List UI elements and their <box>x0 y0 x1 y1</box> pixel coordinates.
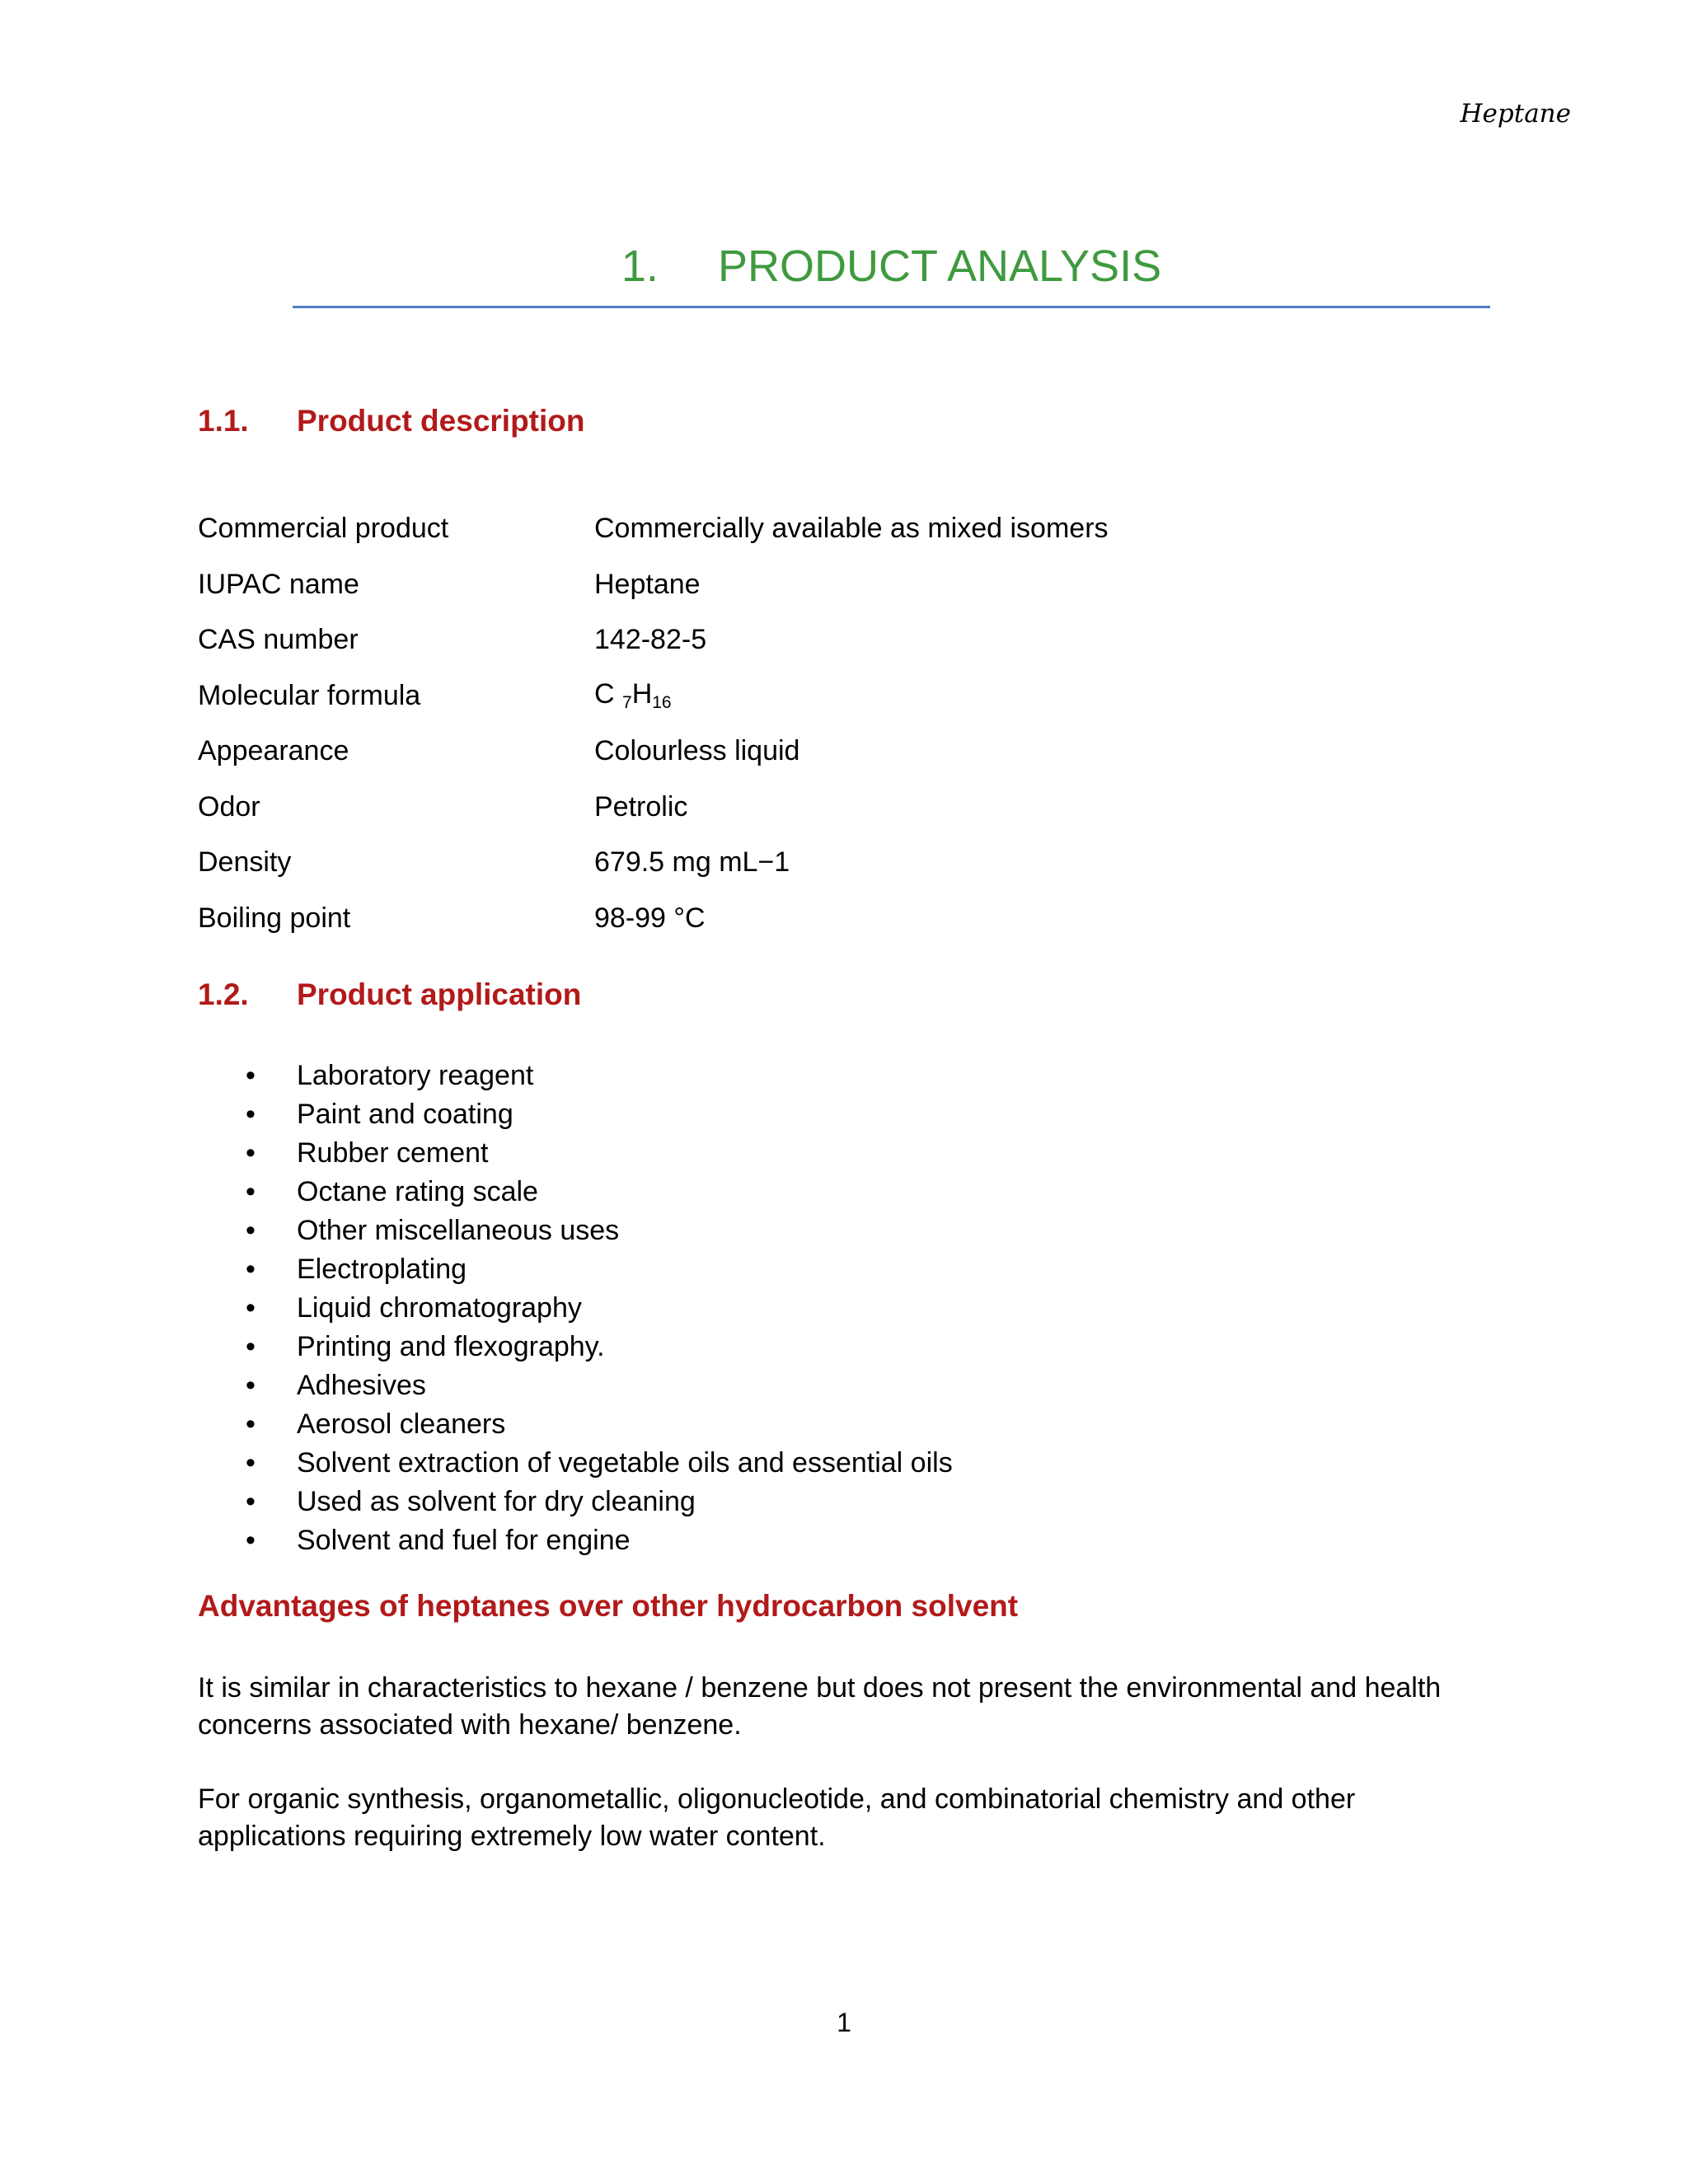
list-item-text: Rubber cement <box>297 1137 489 1169</box>
property-row <box>198 668 1434 724</box>
formula-carbon: C <box>594 678 622 710</box>
section-number: 1.2. <box>198 977 249 1011</box>
property-row <box>198 612 1434 668</box>
section-title: Product description <box>297 404 585 438</box>
section-title: Product application <box>297 977 582 1011</box>
property-label: Molecular formula <box>198 679 421 711</box>
list-item-text: Solvent extraction of vegetable oils and essential oils <box>297 1447 953 1479</box>
property-row <box>198 724 1434 780</box>
list-item <box>198 1250 953 1289</box>
advantages-heading: Advantages of heptanes over other hydrocarbon solvent <box>198 1589 1019 1623</box>
list-item <box>198 1095 953 1134</box>
property-value: Commercially available as mixed isomers <box>594 513 1109 545</box>
bullet-icon: • <box>246 1486 256 1517</box>
list-item-text: Laboratory reagent <box>297 1060 534 1091</box>
list-item <box>198 1289 953 1328</box>
property-row <box>198 501 1434 557</box>
chapter-underline <box>293 306 1490 308</box>
property-value: 142-82-5 <box>594 624 707 656</box>
page-number: 1 <box>837 2008 851 2037</box>
bullet-icon: • <box>246 1060 256 1091</box>
bullet-icon: • <box>246 1099 256 1130</box>
list-item-text: Octane rating scale <box>297 1176 538 1207</box>
bullet-icon: • <box>246 1215 256 1246</box>
property-value: Colourless liquid <box>594 735 800 767</box>
property-label: Appearance <box>198 735 349 767</box>
list-item <box>198 1521 953 1560</box>
list-item-text: Aerosol cleaners <box>297 1408 506 1440</box>
list-item-text: Printing and flexography. <box>297 1331 605 1362</box>
property-row <box>198 891 1434 947</box>
list-item <box>198 1483 953 1521</box>
chapter-title: PRODUCT ANALYSIS <box>717 241 1162 291</box>
property-value: 679.5 mg mL−1 <box>594 846 790 879</box>
list-item <box>198 1173 953 1212</box>
section-heading-product-description <box>198 404 584 438</box>
formula-carbon-count: 7 <box>622 693 632 713</box>
bullet-icon: • <box>246 1254 256 1285</box>
formula-hydrogen: H <box>631 678 653 710</box>
list-item <box>198 1057 953 1095</box>
section-number: 1.1. <box>198 404 249 438</box>
running-header: Heptane <box>1460 99 1571 129</box>
bullet-icon: • <box>246 1292 256 1324</box>
list-item <box>198 1328 953 1366</box>
list-item <box>198 1366 953 1405</box>
bullet-icon: • <box>246 1447 256 1479</box>
property-row <box>198 780 1434 836</box>
molecular-formula <box>594 668 1434 724</box>
list-item <box>198 1134 953 1173</box>
list-item <box>198 1212 953 1250</box>
list-item-text: Liquid chromatography <box>297 1292 582 1324</box>
property-label: IUPAC name <box>198 568 359 600</box>
list-item-text: Adhesives <box>297 1370 426 1401</box>
property-row <box>198 557 1434 613</box>
property-value: Petrolic <box>594 790 688 823</box>
property-label: Odor <box>198 790 260 823</box>
section-heading-product-application <box>198 977 581 1012</box>
bullet-icon: • <box>246 1370 256 1401</box>
list-item-text: Used as solvent for dry cleaning <box>297 1486 696 1517</box>
property-label: CAS number <box>198 624 359 656</box>
property-value: Heptane <box>594 568 701 600</box>
application-list <box>198 1057 953 1560</box>
property-value: 98-99 °C <box>594 902 706 934</box>
list-item-text: Electroplating <box>297 1254 467 1285</box>
advantages-paragraph: It is similar in characteristics to hexane / benzene but does not present the environmental and health concerns associated with hexane/ benzene. <box>198 1672 1442 1741</box>
list-item <box>198 1405 953 1444</box>
formula-hydrogen-count: 16 <box>652 693 672 713</box>
bullet-icon: • <box>246 1331 256 1362</box>
list-item <box>198 1444 953 1483</box>
chapter-number: 1. <box>621 241 659 291</box>
property-row <box>198 835 1434 891</box>
bullet-icon: • <box>246 1408 256 1440</box>
bullet-icon: • <box>246 1137 256 1169</box>
list-item-text: Solvent and fuel for engine <box>297 1525 631 1556</box>
list-item-text: Paint and coating <box>297 1099 513 1130</box>
property-label: Boiling point <box>198 902 351 934</box>
bullet-icon: • <box>246 1525 256 1556</box>
chapter-heading <box>293 241 1490 292</box>
property-label: Density <box>198 846 292 879</box>
bullet-icon: • <box>246 1176 256 1207</box>
product-properties-table <box>198 501 1434 946</box>
list-item-text: Other miscellaneous uses <box>297 1215 620 1246</box>
property-label: Commercial product <box>198 513 449 545</box>
advantages-paragraph: For organic synthesis, organometallic, oligonucleotide, and combinatorial chemistry and other applications requiring extremely low water content. <box>198 1783 1356 1852</box>
